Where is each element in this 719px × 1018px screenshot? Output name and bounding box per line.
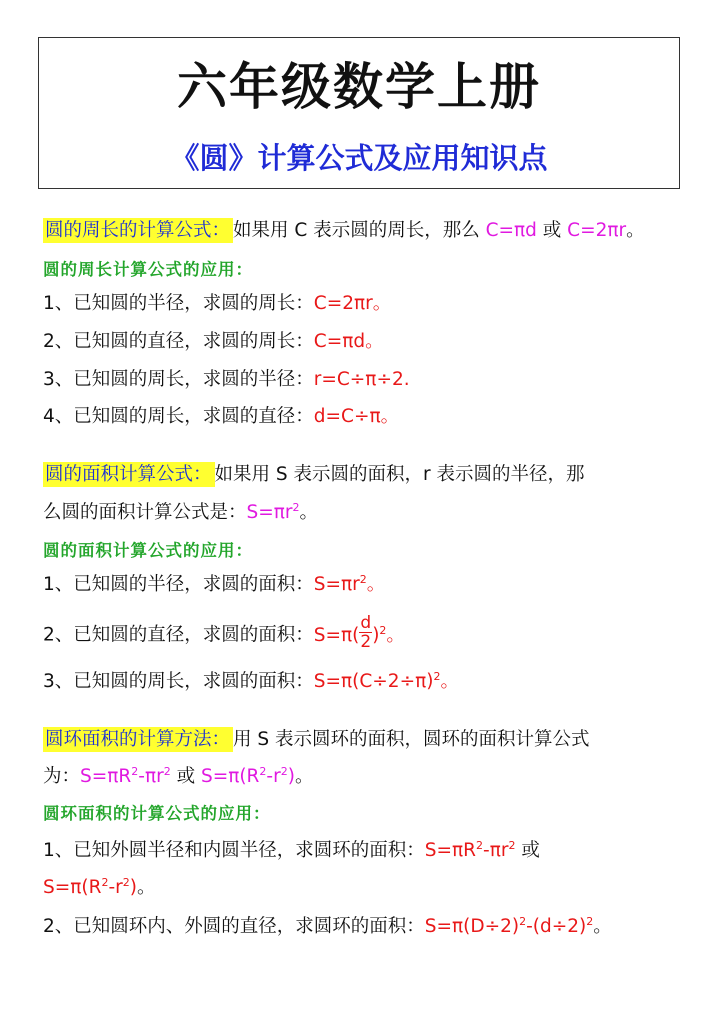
circumference-item-3: 3、已知圆的周长，求圆的半径：r=C÷π÷2. (43, 369, 410, 390)
ring-item-1: 1、已知外圆半径和内圆半径，求圆环的面积：$S=\pi R^2-\pi r^2$ 或 (43, 839, 540, 861)
fraction-d-over-2: $\frac{d}{2}$ (360, 613, 372, 652)
circumference-item-2: 2、已知圆的直径，求圆的周长：C=πd。 (43, 331, 384, 352)
or-text: 或 (536, 220, 568, 241)
ring-app-heading: 圆环面积的计算公式的应用： (43, 804, 271, 823)
page-subtitle: 《圆》计算公式及应用知识点 (170, 141, 548, 175)
ring-formula-1: $S=\pi R^2-\pi r^2$ (80, 765, 171, 787)
ring-definition-line1: 圆环面积的计算方法： 用 S 表示圆环的面积，圆环的面积计算公式 (45, 729, 590, 750)
circumference-formula-r: C=2πr (567, 220, 627, 241)
area-item-2: 2、已知圆的直径，求圆的面积：S=π( $\frac{d}{2}$ )$^2$。 (43, 613, 405, 652)
circumference-formula-d: C=πd (485, 220, 537, 241)
area-item-3: 3、已知圆的周长，求圆的面积：$S=\pi(C\div 2\div\pi)^2$。 (43, 670, 459, 692)
circumference-label: 圆的周长的计算公式： (43, 218, 233, 243)
title-box (38, 37, 680, 189)
area-label: 圆的面积计算公式： (43, 462, 215, 487)
ring-label: 圆环面积的计算方法： (43, 727, 233, 752)
ring-formula-2: $S=\pi(R^2-r^2)$ (200, 765, 295, 787)
area-definition-line1: 圆的面积计算公式： 如果用 S 表示圆的面积，r 表示圆的半径，那 (45, 464, 585, 485)
circumference-app-heading: 圆的周长计算公式的应用： (43, 260, 253, 279)
page-title: 六年级数学上册 (177, 58, 541, 116)
area-app-heading: 圆的面积计算公式的应用： (43, 541, 253, 560)
circumference-definition (43, 217, 645, 245)
ring-definition-line2: 为：$S=\pi R^2-\pi r^2$ 或 $S=\pi(R^2-r^2)$。 (43, 765, 314, 787)
area-diameter-formula: S=π( $\frac{d}{2}$ )$^2$。 (313, 613, 405, 652)
area-item-1: 1、已知圆的半径，求圆的面积：$S=\pi r^2$。 (43, 573, 386, 595)
area-definition-line2: 么圆的面积计算公式是：$S=\pi r^2$。 (43, 501, 319, 523)
circumference-text: 如果用 C 表示圆的周长，那么 (233, 220, 486, 241)
ring-item-1-cont: $S=\pi(R^2-r^2)$。 (43, 876, 156, 898)
area-formula: $S=\pi r^2$ (246, 501, 300, 523)
ring-item-2: 2、已知圆环内、外圆的直径，求圆环的面积：$S=\pi(D\div 2)^2-(d\div 2)^2$。 (43, 915, 612, 937)
circumference-item-4: 4、已知圆的周长，求圆的直径：d=C÷π。 (43, 406, 400, 427)
period: 。 (626, 220, 645, 241)
circumference-item-1: 1、已知圆的半径，求圆的周长：C=2πr。 (43, 293, 392, 314)
